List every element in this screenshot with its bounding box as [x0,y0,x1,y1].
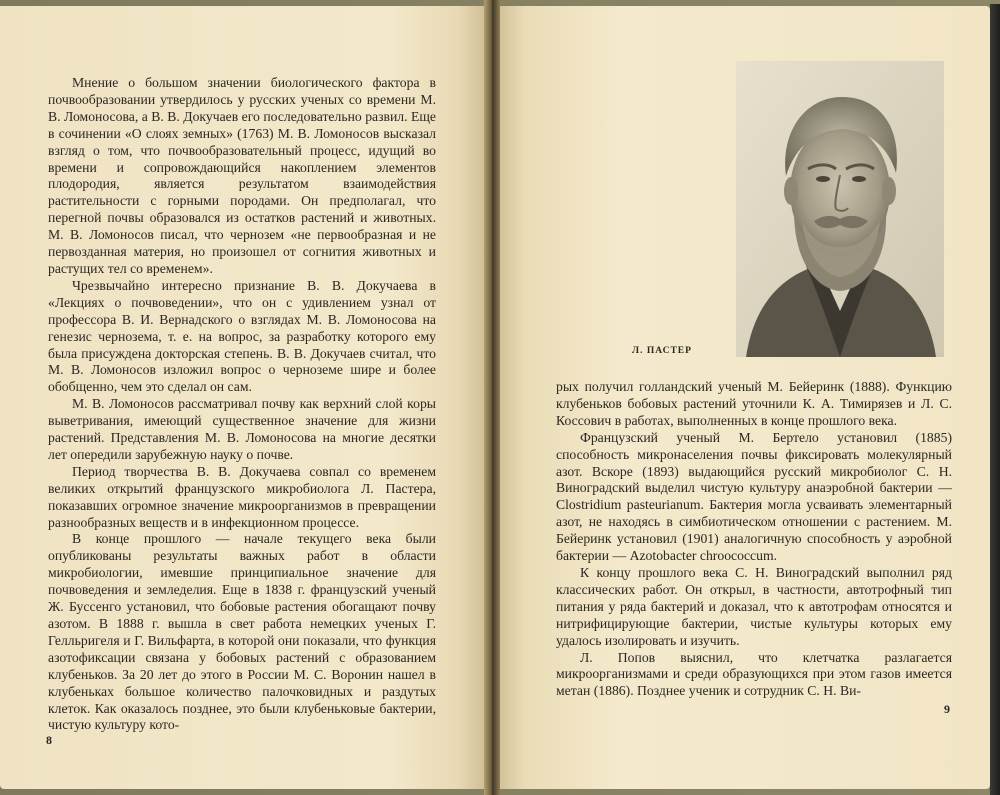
scan-edge [990,4,1000,795]
right-page-text [556,379,952,700]
paragraph: Период творчества В. В. Докучаева совпал со временем великих открытий французского микробиолога Л. Пастера, показавших огромное значение микроорганизмов в превращении разнообразных веществ и в инфекционном процессе. [48,463,436,530]
paragraph: Чрезвычайно интересно признание В. В. Докучаева в «Лекциях о почвоведении», что он с удивлением узнал от профессора В. И. Вернадского о взглядах М. В. Ломоносова на генезис чернозема, т. е. на вопрос, за разработку которого ему была присуждена докторская степень. В. В. Докучаев считал, что М. В. Ломоносов изложил вопрос о черноземе шире и более обобщенно, чем это сделал он сам. [48,277,436,395]
paragraph: Мнение о большом значении биологического фактора в почвообразовании утвердилось у русских ученых со времени М. В. Ломоносова, а В. В. Докучаев его последовательно развил. Еще в сочинении «О слоях земных» (1763) М. В. Ломоносов высказал взгляд о том, что почвообразовательный процесс, идущий во времени и сопровождающийся накоплением элементов плодородия, является результатом взаимодействия растительности с горными породами. Он предполагал, что перегной почвы образовался из остатков растений и животных. М. В. Ломоносов писал, что чернозем «не первообразная и не первозданная материя, но произошел от согнития животных и растущих тел со временем». [48,75,436,276]
right-page [496,6,990,789]
portrait-caption: Л. ПАСТЕР [632,346,692,356]
paragraph: рых получил голландский ученый М. Бейеринк (1888). Функцию клубеньков бобовых растений уточнили К. А. Тимирязев и Л. С. Коссович в работах, выполненных в конце прошлого века. [556,379,952,428]
paragraph: Л. Попов выяснил, что клетчатка разлагается микроорганизмами и среди образующихся при этом газов имеется метан (1886). Позднее ученик и сотрудник С. Н. Ви- [556,649,952,699]
left-page-text [48,75,436,734]
paragraph: В конце прошлого — начале текущего века были опубликованы результаты важных работ в области микробиологии, имевшие принципиальное значение для почвоведения и земледелия. Еще в 1838 г. французский ученый Ж. Буссенго установил, что бобовые растения обогащают почву азотом. В 1888 г. вышла в свет работа немецких ученых Г. Гелльригеля и Г. Вильфарта, в которой они показали, что функция азотофиксации связана у бобовых растений с образованием клубеньков. За 20 лет до этого в России М. С. Воронин нашел в клубеньках большое количество палочковидных и раздутых клеток. Как оказалось позднее, это были клубеньковые бактерии, чистую культуру кото- [48,531,436,733]
paragraph: К концу прошлого века С. Н. Виноградский выполнил ряд классических работ. Он открыл, в частности, автотрофный тип питания у ряда бактерий и доказал, что к автотрофам относятся и нитрифицирующие бактерии, чистые культуры которых ему удалось изолировать и изучить. [556,564,952,648]
paragraph: М. В. Ломоносов рассматривал почву как верхний слой коры выветривания, имеющий существенное значение для жизни растений. Представления М. В. Ломоносова на многие десятки лет опередили зарубежную науку о почве. [48,396,436,462]
page-number: 8 [46,733,52,747]
portrait-engraving [736,61,944,357]
page-number: 9 [944,702,950,716]
left-page [0,6,488,789]
portrait-image [736,61,944,357]
paragraph: Французский ученый М. Бертело установил (1885) способность микронаселения почвы фиксировать молекулярный азот. Вскоре (1893) выдающийся русский микробиолог С. Н. Виноградский выделил чистую культуру анаэробной бактерии — Clostridium pasteurianum. Бактерия могла усваивать элементарный азот, не находясь в симбиотическом отношении с растением. М. Бейеринк установил (1901) аналогичную способность у аэробной бактерии — Azotobacter chroococcum. [556,429,952,564]
book-gutter [484,0,500,795]
